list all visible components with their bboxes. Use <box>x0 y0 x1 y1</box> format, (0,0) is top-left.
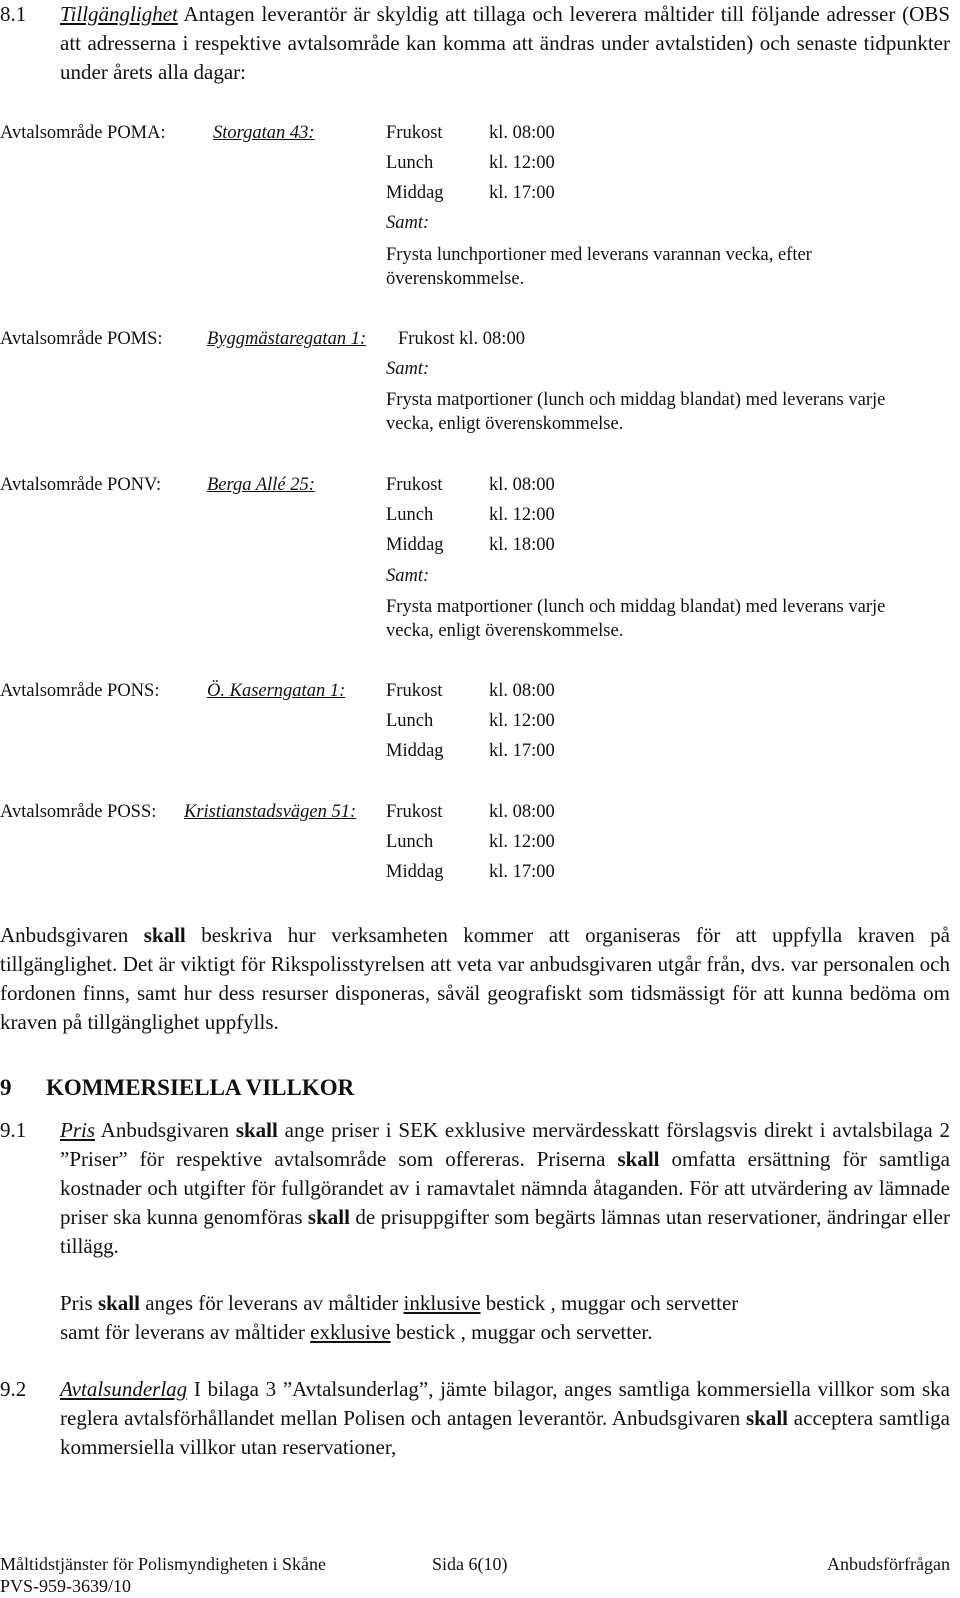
meal-name: Frukost <box>386 681 443 701</box>
meal-line <box>386 706 555 736</box>
section-9-2 <box>0 1375 950 1462</box>
section-heading-9 <box>0 1072 354 1104</box>
emphasis: skall <box>745 1406 789 1430</box>
area-note: Frysta lunchportioner med leverans varannan vecka, efter överenskommelse. <box>386 245 812 289</box>
meal-time: kl. 12:00 <box>489 711 555 731</box>
meal-line <box>386 797 555 827</box>
meal-line <box>386 827 555 857</box>
area-note: Frysta matportioner (lunch och middag blandat) med leverans varje vecka, enligt överenskommelse. <box>386 390 886 434</box>
inline-meal: Frukost kl. 08:00 <box>398 329 525 349</box>
meal-name: Middag <box>386 535 444 555</box>
text: samt för leverans av måltider <box>60 1320 311 1344</box>
underlined-term: exklusive <box>310 1320 391 1344</box>
footer-right: Anbudsförfrågan <box>827 1554 950 1574</box>
text: bestick , muggar och servetter. <box>390 1320 653 1344</box>
meal-line <box>386 178 555 208</box>
section-title: Tillgänglighet <box>60 2 178 26</box>
area-name: Avtalsområde POMS: <box>0 329 163 349</box>
section-8-1 <box>0 0 951 87</box>
area-name: Avtalsområde POSS: <box>0 802 157 822</box>
meal-time: kl. 17:00 <box>489 741 555 761</box>
meal-time: kl. 12:00 <box>489 832 555 852</box>
organisation-paragraph <box>0 921 950 1037</box>
meal-line <box>386 500 555 530</box>
meal-time: kl. 08:00 <box>489 681 555 701</box>
meal-name: Middag <box>386 183 444 203</box>
text: ange priser i SEK exklusive mervärdesskatt förslagsvis direkt i avtalsbilaga 2 ”Priser” för respektive avtalsområde som offereras. Priserna <box>60 1118 951 1171</box>
area-address: Ö. Kaserngatan 1: <box>207 681 346 701</box>
meal-time: kl. 08:00 <box>489 802 555 822</box>
meal-name: Frukost <box>386 475 443 495</box>
footer-reference: PVS-959-3639/10 <box>0 1576 132 1596</box>
samt-label: Samt: <box>386 213 430 233</box>
footer-left: Måltidstjänster för Polismyndigheten i Skåne <box>0 1554 326 1574</box>
text: omfatta ersättning för samtliga kostnader och utgifter för fullgörandet av i ramavtalet nämnda åtaganden. För att utvärdering av lämnade priser ska kunna genomföras <box>60 1147 950 1229</box>
meal-name: Frukost <box>386 802 443 822</box>
emphasis: skall <box>307 1205 350 1229</box>
heading-title: KOMMERSIELLA VILLKOR <box>46 1075 355 1100</box>
emphasis: skall <box>97 1291 140 1315</box>
meal-time: kl. 12:00 <box>489 505 555 525</box>
meal-line <box>386 676 555 706</box>
section-number: 9.2 <box>0 1377 27 1401</box>
price-note-line-2 <box>60 1318 950 1347</box>
meal-name: Lunch <box>386 711 434 731</box>
text: Anbudsgivaren <box>0 923 144 947</box>
meal-time: kl. 18:00 <box>489 535 555 555</box>
meal-time: kl. 08:00 <box>489 123 555 143</box>
section-title: Pris <box>60 1118 96 1142</box>
section-9-1 <box>0 1116 951 1261</box>
meal-line <box>386 736 555 766</box>
price-note <box>60 1289 950 1347</box>
text: I bilaga 3 ”Avtalsunderlag”, jämte bilagor, anges samtliga kommersiella villkor som ska reglera avtalsförhållandet mellan Polisen och antagen leverantör. Anbudsgivaren <box>60 1377 950 1430</box>
meal-time: kl. 12:00 <box>489 153 555 173</box>
section-number: 9.1 <box>0 1118 27 1142</box>
meal-line <box>386 148 555 178</box>
area-note: Frysta matportioner (lunch och middag blandat) med leverans varje vecka, enligt överenskommelse. <box>386 597 886 641</box>
emphasis: skall <box>617 1147 660 1171</box>
meal-name: Middag <box>386 741 444 761</box>
area-address: Berga Allé 25: <box>207 475 315 495</box>
text: Pris <box>60 1291 98 1315</box>
samt-label: Samt: <box>386 359 430 379</box>
meal-name: Lunch <box>386 832 434 852</box>
meal-name: Lunch <box>386 153 434 173</box>
meal-line <box>386 530 555 560</box>
area-address: Byggmästaregatan 1: <box>207 329 367 349</box>
meal-name: Middag <box>386 862 444 882</box>
meal-line <box>386 470 555 500</box>
text: Anbudsgivaren <box>95 1118 236 1142</box>
area-name: Avtalsområde POMA: <box>0 123 166 143</box>
area-address: Kristianstadsvägen 51: <box>184 802 357 822</box>
text: beskriva hur verksamheten kommer att organiseras för att uppfylla kraven på tillgänglighet. Det är viktigt för Rikspolisstyrelsen att veta var anbudsgivaren utgår från, dvs. var personalen och fordonen finns, samt hur dess resurser disponeras, såväl geografiskt som tidsmässigt för att kunna bedöma om kraven på tillgänglighet uppfylls. <box>0 923 950 1034</box>
underlined-term: inklusive <box>403 1291 481 1315</box>
text: acceptera samtliga kommersiella villkor utan reservationer, <box>60 1406 950 1459</box>
samt-label: Samt: <box>386 566 430 586</box>
section-number: 8.1 <box>0 2 27 26</box>
meal-time: kl. 17:00 <box>489 183 555 203</box>
emphasis: skall <box>143 923 186 947</box>
meal-line <box>386 857 555 887</box>
meal-name: Frukost <box>386 123 443 143</box>
area-address: Storgatan 43: <box>213 123 315 143</box>
emphasis: skall <box>235 1118 278 1142</box>
area-name: Avtalsområde PONV: <box>0 475 162 495</box>
text: bestick , muggar och servetter <box>480 1291 739 1315</box>
footer-page-number: Sida 6(10) <box>432 1554 508 1574</box>
meal-line <box>386 118 555 148</box>
text: de prisuppgifter som begärts lämnas utan reservationer, ändringar eller tillägg. <box>60 1205 950 1258</box>
meal-time: kl. 08:00 <box>489 475 555 495</box>
text: anges för leverans av måltider <box>139 1291 404 1315</box>
section-title: Avtalsunderlag <box>60 1377 188 1401</box>
section-text: Antagen leverantör är skyldig att tillaga och leverera måltider till följande adresser (OBS att adresserna i respektive avtalsområde kan komma att ändras under avtalstiden) och senaste tidpunkter under årets alla dagar: <box>60 2 951 84</box>
meal-name: Lunch <box>386 505 434 525</box>
area-name: Avtalsområde PONS: <box>0 681 160 701</box>
meal-time: kl. 17:00 <box>489 862 555 882</box>
price-note-line-1 <box>60 1289 950 1318</box>
heading-number: 9 <box>0 1075 12 1100</box>
